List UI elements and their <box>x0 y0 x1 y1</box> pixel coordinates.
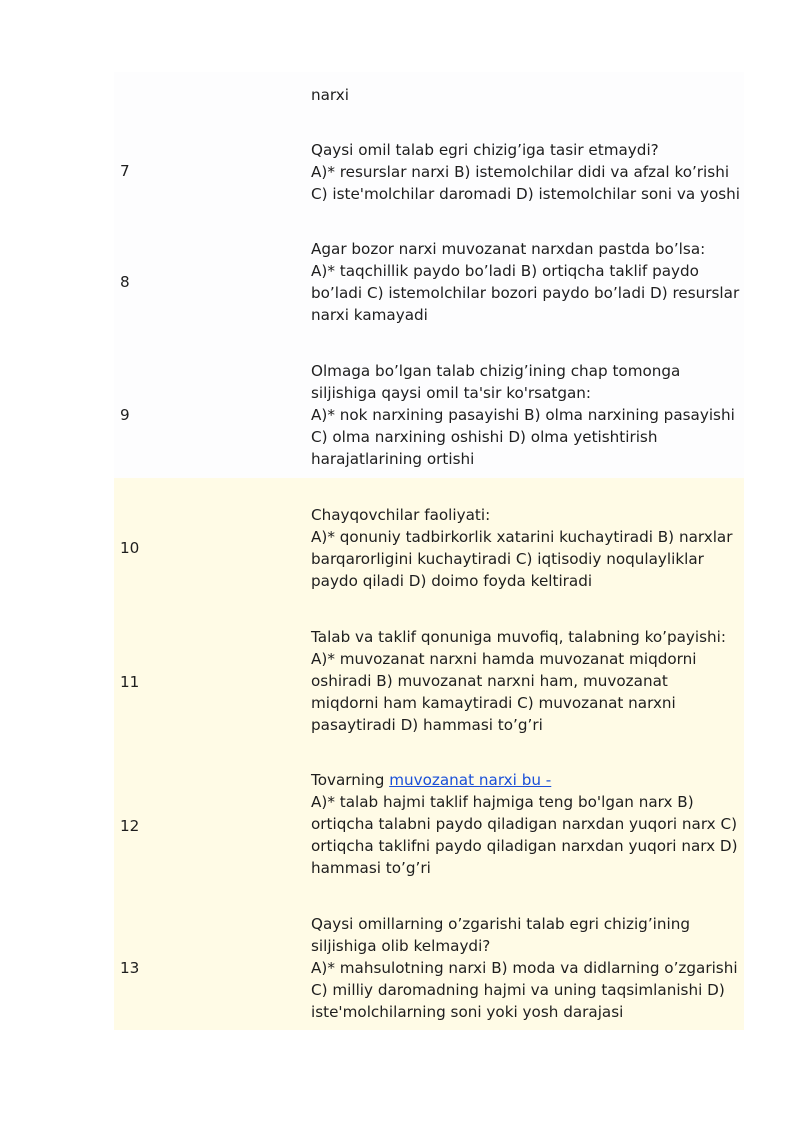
question-number: 9 <box>120 406 130 424</box>
question-text: Olmaga bo’lgan talab chizig’ining chap tomonga siljishiga qaysi omil ta'sir ko'rsatgan: A)* nok narxining pasayishi B) olma narxining pasayishi C) olma narxining oshishi D) olma yetishtirish harajatlarining ortishi <box>311 362 735 468</box>
question-number: 13 <box>120 959 140 977</box>
table-row <box>114 478 744 610</box>
question-number: 8 <box>120 273 130 291</box>
question-text: Qaysi omillarning o’zgarishi talab egri chizig’ining siljishiga olib kelmaydi? A)* mahsulotning narxi B) moda va didlarning o’zgarishi C) milliy daromadning hajmi va uning taqsimlanishi D) iste'molchilarning soni yoki yosh darajasi <box>311 915 738 1021</box>
question-number: 12 <box>120 817 140 835</box>
question-number: 10 <box>120 539 140 557</box>
question-number: 11 <box>120 673 140 691</box>
table-row <box>114 116 744 226</box>
table-row <box>114 754 744 898</box>
question-number: 7 <box>120 162 130 180</box>
table-row <box>114 72 744 116</box>
table-row <box>114 348 744 478</box>
question-prefix: Tovarning <box>311 771 390 789</box>
question-text: Tovarning muvozanat narxi bu - A)* talab hajmi taklif hajmiga teng bo'lgan narx B) ortiqcha talabni paydo qiladigan narxdan yuqori narx C) ortiqcha taklifni paydo qiladigan narxdan yuqori narx D) hammasi to’g’ri <box>311 771 738 877</box>
table-row <box>114 610 744 754</box>
question-text: Agar bozor narxi muvozanat narxdan pastda bo’lsa: A)* taqchillik paydo bo’ladi B) ortiqcha taklif paydo bo’ladi C) istemolchilar bozori paydo bo’ladi D) resurslar narxi kamayadi <box>311 240 740 324</box>
definition-link[interactable]: muvozanat narxi bu - <box>389 771 552 789</box>
table-row <box>114 898 744 1030</box>
question-text: Talab va taklif qonuniga muvofiq, talabning ko’payishi: A)* muvozanat narxni hamda muvozanat miqdorni oshiradi B) muvozanat narxni ham, muvozanat miqdorni ham kamaytiradi C) muvozanat narxni pasaytiradi D) hammasi to’g’ri <box>311 628 726 734</box>
question-text: Qaysi omil talab egri chizig’iga tasir etmaydi? A)* resurslar narxi B) istemolchilar didi va afzal ko’rishi C) iste'molchilar daromadi D) istemolchilar soni va yoshi <box>311 141 741 203</box>
question-text: narxi <box>311 86 349 104</box>
table-row <box>114 226 744 348</box>
question-text: Chayqovchilar faoliyati: A)* qonuniy tadbirkorlik xatarini kuchaytiradi B) narxlar barqarorligini kuchaytiradi C) iqtisodiy noqulayliklar paydo qiladi D) doimo foyda keltiradi <box>311 506 733 590</box>
